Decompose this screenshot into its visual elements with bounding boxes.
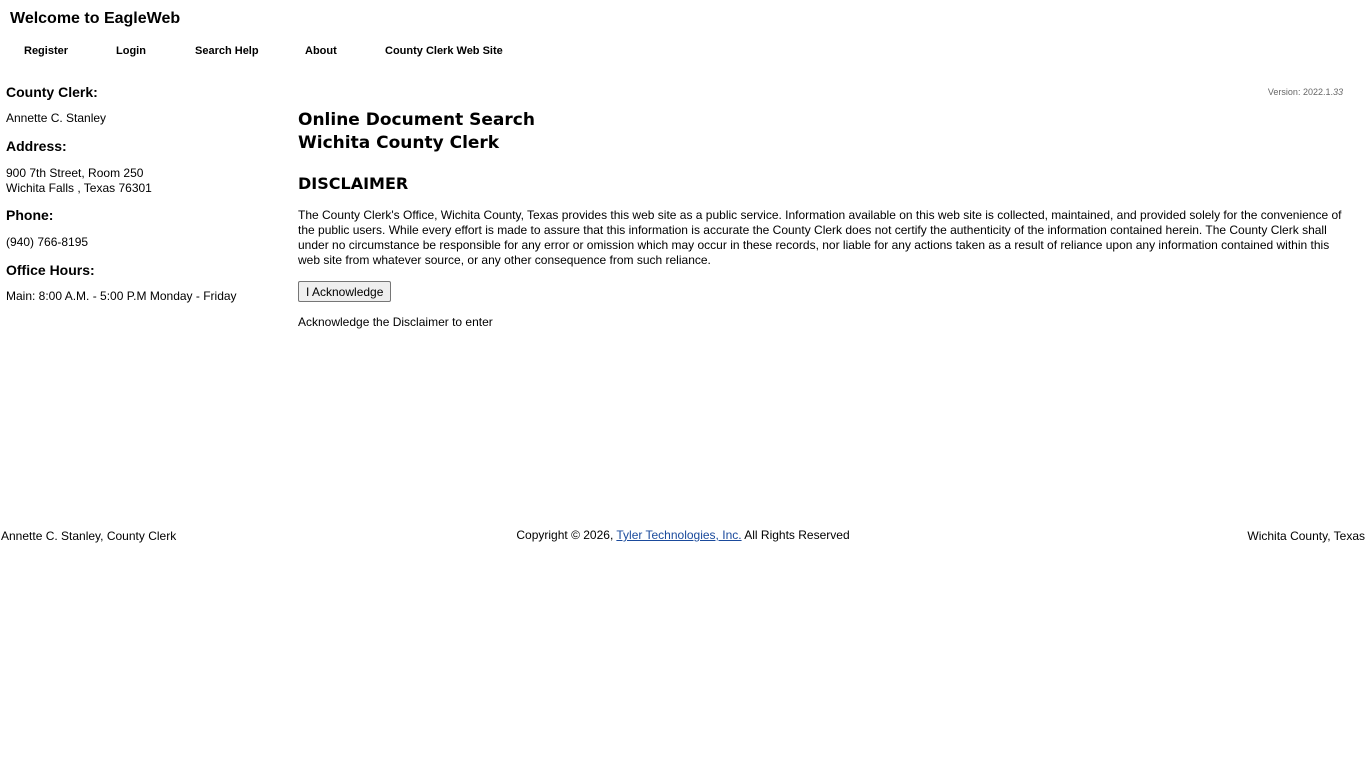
version-build: 33 — [1332, 87, 1343, 97]
footer-clerk-name: Annette C. Stanley, County Clerk — [1, 529, 177, 543]
footer-county: Wichita County, Texas — [1247, 529, 1365, 543]
address-line-1: 900 7th Street, Room 250 — [6, 166, 144, 180]
tyler-technologies-link[interactable]: Tyler Technologies, Inc. — [616, 528, 742, 542]
address-heading: Address: — [6, 138, 67, 154]
nav-about-link[interactable]: About — [305, 45, 337, 57]
phone-value: (940) 766-8195 — [6, 235, 89, 249]
version-label — [1268, 87, 1343, 98]
nav-register-link[interactable]: Register — [24, 45, 69, 57]
disclaimer-text: The County Clerk's Office, Wichita County, Texas provides this web site as a public service. Information available on this web site is collected, maintained, and provided solely for the convenience of the public users. While every effort is made to assure that this information is accurate the County Clerk does not certify the authenticity of the information contained herein. The County Clerk shall under no circumstance be responsible for any error or omission which may occur in these records, nor liable for any actions taken as a result of reliance upon any information contained within this web site from whatever source, or any other consequence from such reliance. — [298, 208, 1342, 267]
acknowledge-button[interactable]: I Acknowledge — [298, 281, 391, 302]
acknowledge-note: Acknowledge the Disclaimer to enter — [298, 315, 493, 329]
copyright-suffix: All Rights Reserved — [741, 528, 850, 542]
nav-login-link[interactable]: Login — [116, 45, 146, 57]
clerk-heading: County Clerk: — [6, 84, 98, 100]
clerk-name: Annette C. Stanley — [6, 111, 107, 125]
app-title: Welcome to EagleWeb — [10, 10, 181, 27]
copyright-prefix: Copyright © 2026, — [516, 528, 617, 542]
nav-county-clerk-web-site-link[interactable]: County Clerk Web Site — [385, 45, 503, 57]
footer-copyright — [0, 528, 1366, 543]
address-line-2: Wichita Falls , Texas 76301 — [6, 181, 152, 195]
disclaimer-heading: DISCLAIMER — [298, 174, 409, 193]
office-hours-value: Main: 8:00 A.M. - 5:00 P.M Monday - Friday — [6, 289, 237, 303]
office-hours-heading: Office Hours: — [6, 262, 95, 278]
page-subtitle: Wichita County Clerk — [298, 133, 500, 153]
version-prefix: Version: 2022.1. — [1267, 87, 1333, 97]
page-title: Online Document Search — [298, 110, 535, 130]
phone-heading: Phone: — [6, 207, 54, 223]
nav-search-help-link[interactable]: Search Help — [195, 45, 259, 57]
